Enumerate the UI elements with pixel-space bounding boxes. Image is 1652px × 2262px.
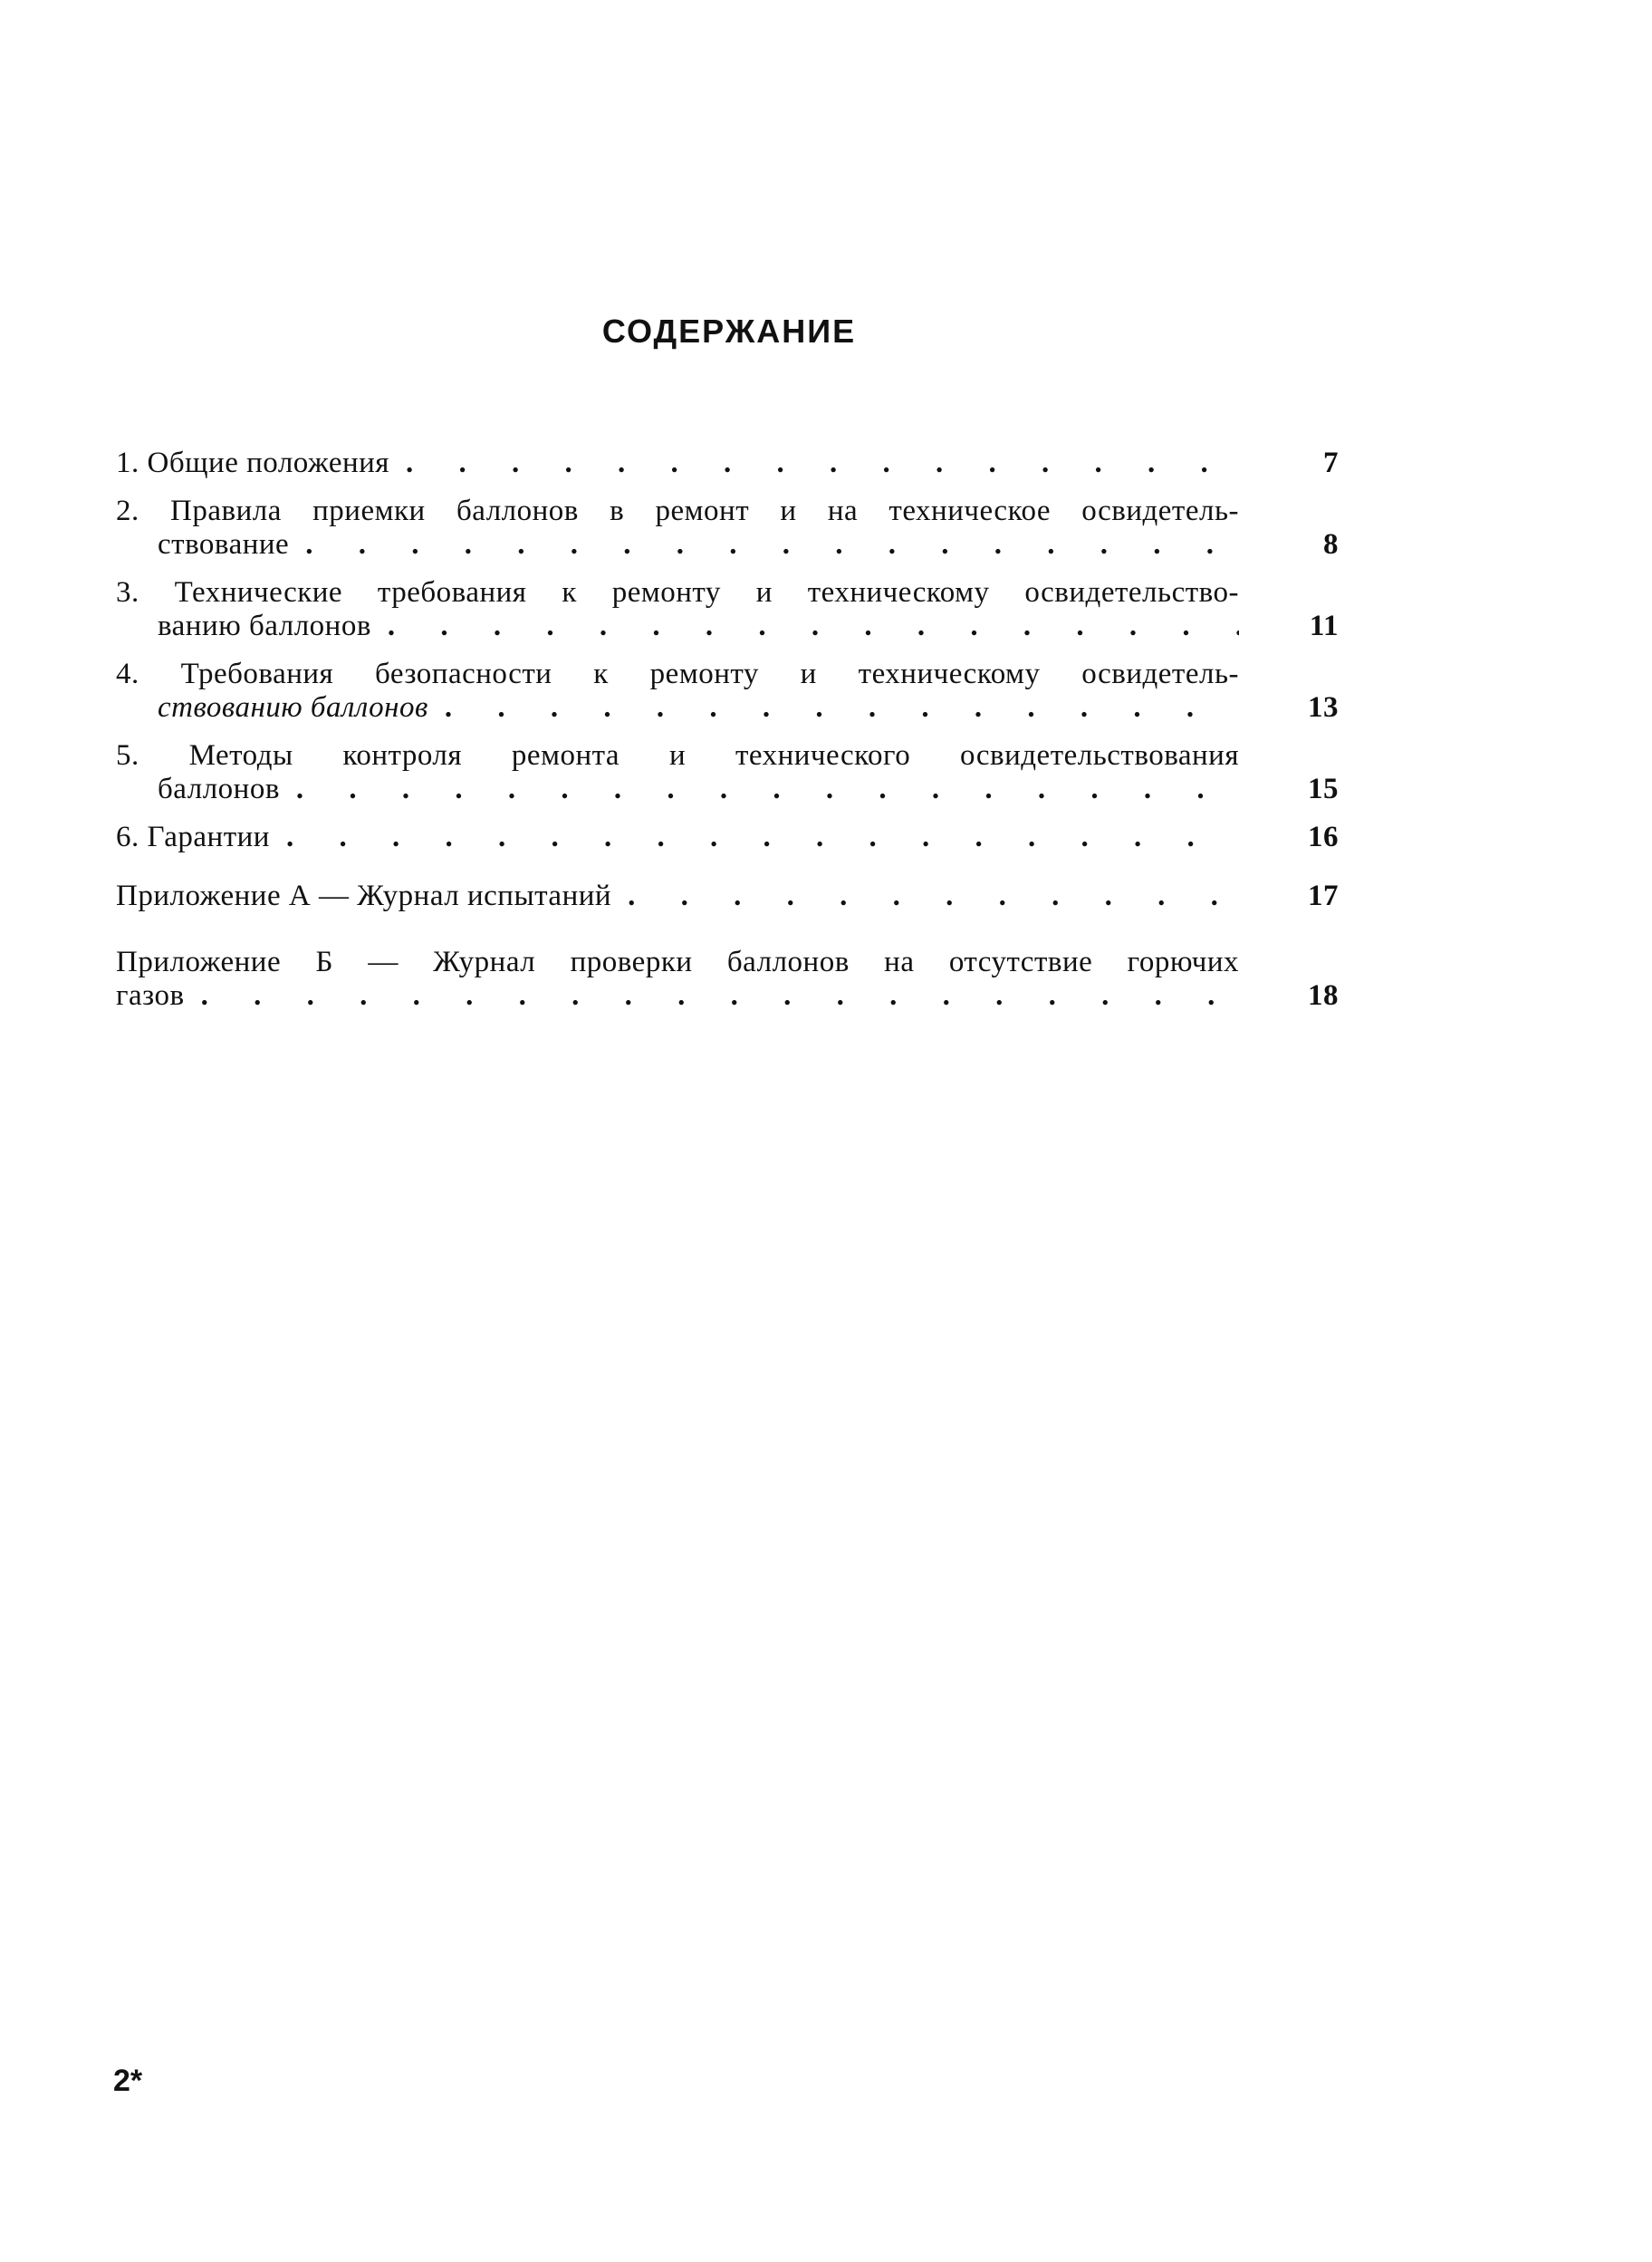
toc-entry-number: 3. — [116, 576, 139, 609]
toc-appendix-title-line1: Приложение Б — Журнал проверки баллонов на отсутствие горючих — [116, 946, 1239, 978]
toc-page-number: 11 — [1309, 610, 1339, 642]
toc-entry-title-line2: баллонов — [158, 773, 280, 805]
sheet-signature-mark: 2* — [113, 2064, 143, 2098]
toc-entry-title: Гарантии — [147, 821, 270, 853]
toc-appendix-title: Приложение А — Журнал испытаний — [116, 880, 612, 912]
toc-page-number: 15 — [1308, 773, 1339, 805]
leader-dots — [445, 691, 1239, 725]
toc-page-number: 8 — [1323, 528, 1339, 561]
toc-page-number: 17 — [1308, 880, 1339, 912]
toc-entry-6[interactable] — [116, 821, 1339, 854]
page-title: СОДЕРЖАНИЕ — [601, 313, 857, 350]
toc-entry-number: 1. — [116, 447, 139, 479]
toc-entry-number: 6. — [116, 821, 139, 853]
leader-dots — [628, 880, 1239, 913]
leader-dots — [201, 979, 1239, 1013]
toc-page-number: 7 — [1323, 447, 1339, 479]
leader-dots — [296, 773, 1239, 806]
toc-entry-title-line1: Требования безопасности к ремонту и техническому освидетель- — [180, 658, 1240, 690]
toc-entry-number: 2. — [116, 495, 139, 527]
toc-page-number: 16 — [1308, 821, 1339, 853]
leader-dots — [388, 610, 1239, 643]
toc-entry-number: 4. — [116, 658, 139, 690]
toc-appendix-b[interactable] — [116, 946, 1339, 1013]
toc-page-number: 13 — [1308, 691, 1339, 724]
leader-dots — [406, 447, 1239, 480]
toc-entry-5[interactable] — [116, 739, 1339, 806]
toc-entry-title-line1: Методы контроля ремонта и технического освидетельствования — [188, 739, 1239, 772]
leader-dots — [305, 528, 1239, 562]
toc-entry-title-line2: ванию баллонов — [158, 610, 371, 642]
toc-entry-title: Общие положения — [147, 447, 389, 479]
toc-entry-3[interactable] — [116, 576, 1339, 643]
toc-appendix-title-line2: газов — [116, 979, 185, 1012]
toc-entry-2[interactable] — [116, 495, 1339, 562]
leader-dots — [286, 821, 1239, 854]
toc-page-number: 18 — [1308, 979, 1339, 1012]
toc-appendix-a[interactable] — [116, 880, 1339, 913]
toc-entry-title-line2: ствование — [158, 528, 290, 561]
toc-entry-title-line2: ствованию баллонов — [158, 691, 428, 724]
toc-entry-1[interactable] — [116, 447, 1339, 480]
toc-entry-number: 5. — [116, 739, 139, 772]
toc-entry-title-line1: Технические требования к ремонту и техническому освидетельство- — [174, 576, 1239, 609]
table-of-contents — [116, 447, 1339, 1027]
toc-entry-title-line1: Правила приемки баллонов в ремонт и на техническое освидетель- — [170, 495, 1239, 527]
toc-entry-4[interactable] — [116, 658, 1339, 725]
